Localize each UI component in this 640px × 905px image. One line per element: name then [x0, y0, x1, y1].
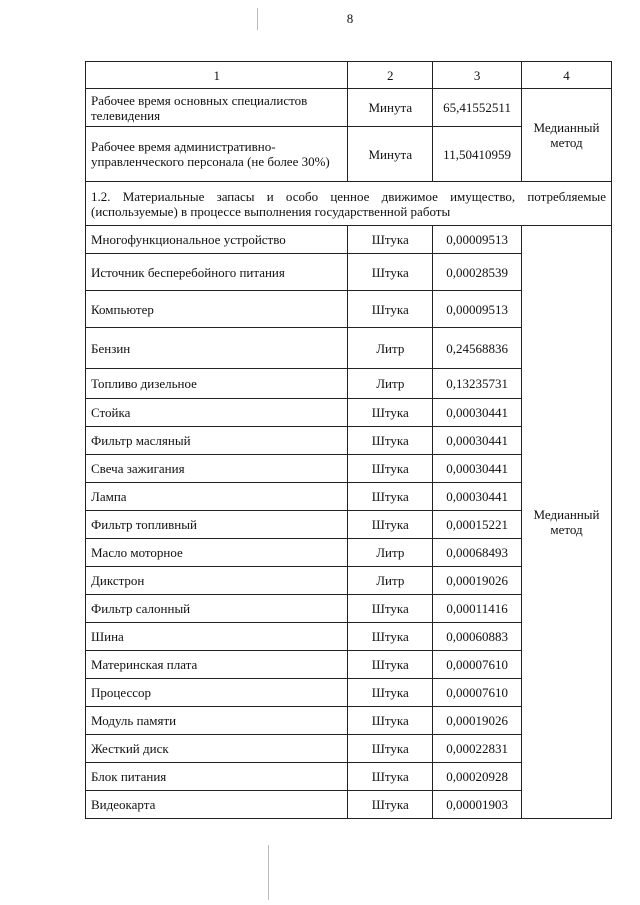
row-name: Свеча зажигания — [86, 455, 348, 483]
row-value: 0,00009513 — [433, 291, 522, 328]
row-name: Видеокарта — [86, 791, 348, 819]
section-title: 1.2. Материальные запасы и особо ценное движимое имущество, потребляемые (используемые) в процессе выполнения государственной работы — [86, 182, 612, 226]
row-unit: Штука — [348, 511, 433, 539]
row-name: Фильтр масляный — [86, 427, 348, 455]
row-value: 0,00019026 — [433, 707, 522, 735]
row-unit: Штука — [348, 291, 433, 328]
page-number: 8 — [346, 11, 354, 26]
row-value: 0,00030441 — [433, 483, 522, 511]
row-name: Рабочее время основных специалистов телевидения — [86, 89, 348, 127]
header-cell: 2 — [348, 62, 433, 89]
row-value: 0,24568836 — [433, 328, 522, 369]
row-unit: Штука — [348, 707, 433, 735]
row-value: 0,13235731 — [433, 369, 522, 399]
row-name: Лампа — [86, 483, 348, 511]
row-value: 0,00030441 — [433, 455, 522, 483]
row-unit: Литр — [348, 369, 433, 399]
method-cell: Медианный метод — [522, 89, 612, 182]
row-value: 0,00020928 — [433, 763, 522, 791]
row-name: Дикстрон — [86, 567, 348, 595]
row-unit: Штука — [348, 763, 433, 791]
row-value: 0,00001903 — [433, 791, 522, 819]
row-name: Стойка — [86, 399, 348, 427]
row-name: Шина — [86, 623, 348, 651]
row-unit: Штука — [348, 399, 433, 427]
row-value: 0,00030441 — [433, 399, 522, 427]
row-value: 0,00030441 — [433, 427, 522, 455]
row-name: Источник бесперебойного питания — [86, 254, 348, 291]
row-name: Бензин — [86, 328, 348, 369]
row-unit: Штука — [348, 651, 433, 679]
row-name: Модуль памяти — [86, 707, 348, 735]
row-value: 0,00007610 — [433, 679, 522, 707]
row-name: Блок питания — [86, 763, 348, 791]
row-value: 0,00060883 — [433, 623, 522, 651]
row-name: Рабочее время административно-управленческого персонала (не более 30%) — [86, 127, 348, 182]
row-name: Процессор — [86, 679, 348, 707]
row-unit: Литр — [348, 539, 433, 567]
row-value: 0,00022831 — [433, 735, 522, 763]
row-value: 0,00068493 — [433, 539, 522, 567]
method-cell: Медианный метод — [522, 226, 612, 819]
scan-artifact — [268, 845, 269, 900]
row-value: 0,00015221 — [433, 511, 522, 539]
row-value: 0,00028539 — [433, 254, 522, 291]
row-value: 0,00011416 — [433, 595, 522, 623]
row-unit: Штука — [348, 679, 433, 707]
row-name: Компьютер — [86, 291, 348, 328]
row-name: Масло моторное — [86, 539, 348, 567]
norms-table — [85, 61, 612, 819]
scan-artifact — [257, 8, 258, 30]
row-name: Топливо дизельное — [86, 369, 348, 399]
labor-row — [86, 89, 612, 127]
row-unit: Литр — [348, 567, 433, 595]
row-value: 11,50410959 — [433, 127, 522, 182]
row-name: Фильтр салонный — [86, 595, 348, 623]
row-unit: Штука — [348, 254, 433, 291]
row-value: 65,41552511 — [433, 89, 522, 127]
row-unit: Штука — [348, 483, 433, 511]
row-unit: Штука — [348, 623, 433, 651]
row-name: Жесткий диск — [86, 735, 348, 763]
header-cell: 1 — [86, 62, 348, 89]
row-unit: Минута — [348, 89, 433, 127]
row-value: 0,00009513 — [433, 226, 522, 254]
row-unit: Штука — [348, 595, 433, 623]
row-value: 0,00007610 — [433, 651, 522, 679]
header-cell: 3 — [433, 62, 522, 89]
row-name: Многофункциональное устройство — [86, 226, 348, 254]
material-row — [86, 226, 612, 254]
row-unit: Штука — [348, 427, 433, 455]
row-value: 0,00019026 — [433, 567, 522, 595]
row-unit: Минута — [348, 127, 433, 182]
row-unit: Литр — [348, 328, 433, 369]
row-name: Материнская плата — [86, 651, 348, 679]
row-unit: Штука — [348, 791, 433, 819]
row-unit: Штука — [348, 226, 433, 254]
header-row — [86, 62, 612, 89]
section-row — [86, 182, 612, 226]
row-unit: Штука — [348, 735, 433, 763]
row-name: Фильтр топливный — [86, 511, 348, 539]
row-unit: Штука — [348, 455, 433, 483]
header-cell: 4 — [522, 62, 612, 89]
